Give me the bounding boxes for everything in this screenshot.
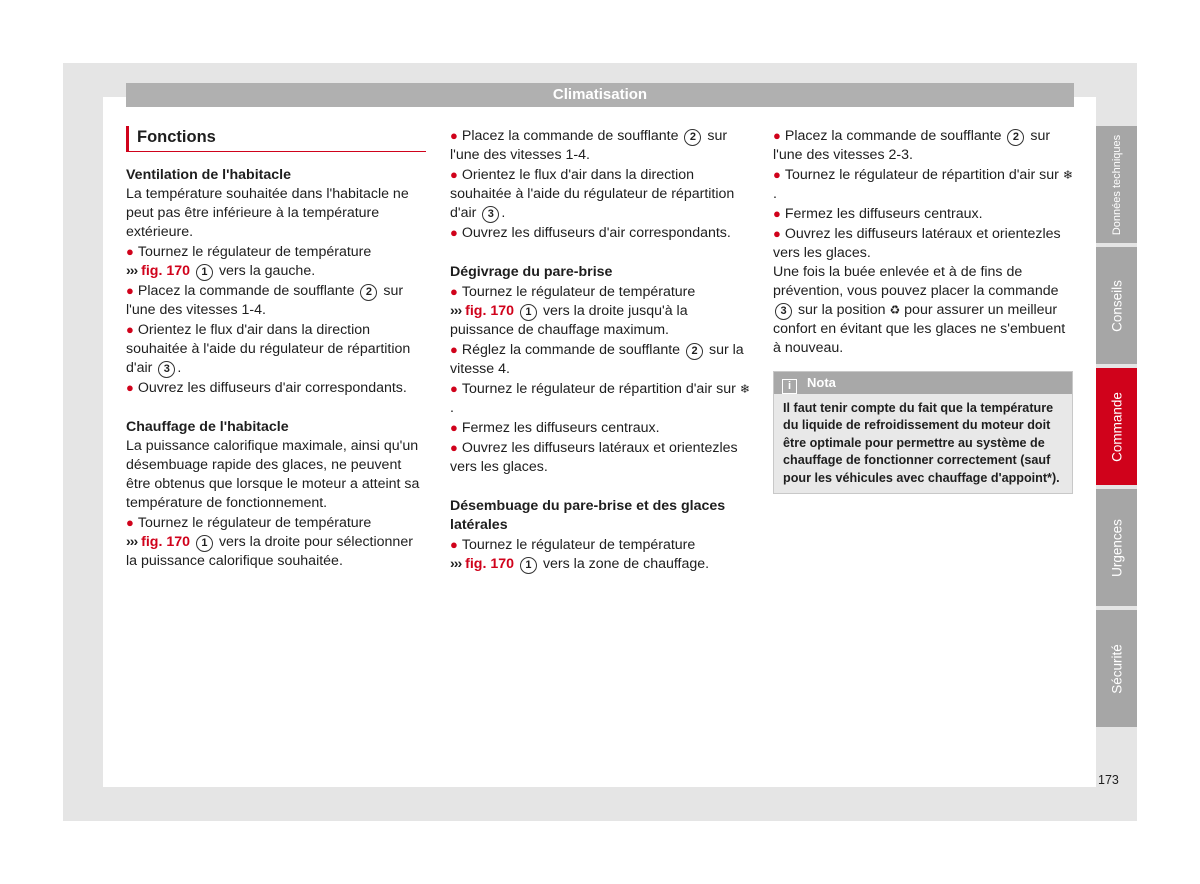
col3-step-2: ● Tournez le régulateur de répartition d'air sur ❄. <box>773 167 1073 202</box>
bullet-icon: ● <box>126 322 134 337</box>
subheading-chauffage: Chauffage de l'habitacle <box>126 419 289 435</box>
ventilation-step-1: ● Tournez le régulateur de température ››› fig. 170 1 vers la gauche. <box>126 244 372 279</box>
note-header: i Nota <box>774 372 1072 394</box>
chauffage-text: La puissance calorifique maximale, ainsi qu'un désembuage rapide des glaces, ne peuvent être obtenus que lorsque le moteur a atteint sa température de fonctionnement. <box>126 438 420 511</box>
bullet-icon: ● <box>126 244 134 259</box>
note-text: Il faut tenir compte du fait que la température du liquide de refroidissement du moteur doit être optimale pour permettre au système de chauffage de fonctionner correctement (sauf pour les véhicules avec chauffage d'appoint*). <box>783 401 1060 485</box>
control-number-badge: 3 <box>158 361 175 378</box>
col2-step-3: ● Ouvrez les diffuseurs d'air correspondants. <box>450 225 731 241</box>
arrow-icon: ››› <box>126 263 138 279</box>
bullet-icon: ● <box>450 128 458 143</box>
bullet-icon: ● <box>773 167 781 182</box>
subheading-ventilation: Ventilation de l'habitacle <box>126 167 291 183</box>
info-icon: i <box>782 379 797 394</box>
ventilation-step-2: ● Placez la commande de soufflante 2 sur l'une des vitesses 1-4. <box>126 283 404 318</box>
bullet-icon: ● <box>773 128 781 143</box>
bullet-icon: ● <box>450 440 458 455</box>
bullet-icon: ● <box>450 420 458 435</box>
tab-donnees-techniques[interactable]: Données techniques <box>1096 126 1137 243</box>
recirculation-icon: ♻ <box>889 303 901 317</box>
control-number-badge: 1 <box>196 264 213 281</box>
tab-commande[interactable]: Commande <box>1096 368 1137 485</box>
figure-link[interactable]: fig. 170 <box>465 556 515 572</box>
note-box <box>773 371 1073 494</box>
section-title: Fonctions <box>126 126 426 152</box>
degivrage-step-4: ● Fermez les diffuseurs centraux. <box>450 420 660 436</box>
col3-step-3: ● Fermez les diffuseurs centraux. <box>773 206 983 222</box>
control-number-badge: 2 <box>1007 129 1024 146</box>
bullet-icon: ● <box>450 167 458 182</box>
chapter-header: Climatisation <box>126 83 1074 107</box>
tab-urgences[interactable]: Urgences <box>1096 489 1137 606</box>
subheading-desembuage: Désembuage du pare-brise et des glaces latérales <box>450 498 726 533</box>
degivrage-step-3: ● Tournez le régulateur de répartition d'air sur ❄. <box>450 381 750 416</box>
degivrage-step-2: ● Réglez la commande de soufflante 2 sur la vitesse 4. <box>450 342 744 377</box>
figure-link[interactable]: fig. 170 <box>141 534 191 550</box>
bullet-icon: ● <box>450 381 458 396</box>
control-number-badge: 1 <box>520 304 537 321</box>
control-number-badge: 2 <box>684 129 701 146</box>
arrow-icon: ››› <box>450 556 462 572</box>
ventilation-text: La température souhaitée dans l'habitacle ne peut pas être inférieure à la température extérieure. <box>126 186 409 240</box>
page-number: 173 <box>1098 773 1119 787</box>
control-number-badge: 2 <box>686 343 703 360</box>
col2-step-2: ● Orientez le flux d'air dans la direction souhaitée à l'aide du régulateur de répartition d'air 3 . <box>450 167 735 221</box>
subheading-degivrage: Dégivrage du pare-brise <box>450 264 613 280</box>
degivrage-step-5: ● Ouvrez les diffuseurs latéraux et orientezles vers les glaces. <box>450 440 738 475</box>
column-2 <box>450 126 750 574</box>
arrow-icon: ››› <box>126 534 138 550</box>
control-number-badge: 1 <box>520 557 537 574</box>
col2-step-1: ● Placez la commande de soufflante 2 sur l'une des vitesses 1-4. <box>450 128 728 163</box>
figure-link[interactable]: fig. 170 <box>465 303 515 319</box>
figure-link[interactable]: fig. 170 <box>141 263 191 279</box>
ventilation-step-4: ● Ouvrez les diffuseurs d'air correspondants. <box>126 380 407 396</box>
bullet-icon: ● <box>450 225 458 240</box>
bullet-icon: ● <box>773 226 781 241</box>
windshield-defrost-icon: ❄ <box>1062 168 1073 182</box>
windshield-defrost-icon: ❄ <box>739 382 750 396</box>
desembuage-step-1: ● Tournez le régulateur de température ››› fig. 170 1 vers la zone de chauffage. <box>450 537 710 572</box>
bullet-icon: ● <box>450 284 458 299</box>
bullet-icon: ● <box>773 206 781 221</box>
control-number-badge: 1 <box>196 535 213 552</box>
bullet-icon: ● <box>450 342 458 357</box>
arrow-icon: ››› <box>450 303 462 319</box>
tab-securite[interactable]: Sécurité <box>1096 610 1137 727</box>
col3-paragraph: Une fois la buée enlevée et à de fins de prévention, vous pouvez placer la commande 3 sur la position ♻ pour assurer un meilleur confort en évitant que les glaces ne s'embuent à nouveau. <box>773 264 1066 356</box>
control-number-badge: 3 <box>482 206 499 223</box>
column-3 <box>773 126 1073 494</box>
bullet-icon: ● <box>126 515 134 530</box>
control-number-badge: 3 <box>775 303 792 320</box>
col3-step-4: ● Ouvrez les diffuseurs latéraux et orientezles vers les glaces. <box>773 226 1061 261</box>
bullet-icon: ● <box>450 537 458 552</box>
degivrage-step-1: ● Tournez le régulateur de température ››› fig. 170 1 vers la droite jusqu'à la puissance de chauffage maximum. <box>450 284 696 338</box>
col3-step-1: ● Placez la commande de soufflante 2 sur l'une des vitesses 2-3. <box>773 128 1051 163</box>
bullet-icon: ● <box>126 380 134 395</box>
bullet-icon: ● <box>126 283 134 298</box>
ventilation-step-3: ● Orientez le flux d'air dans la direction souhaitée à l'aide du régulateur de répartition d'air 3 . <box>126 322 411 376</box>
chauffage-step-1: ● Tournez le régulateur de température ››› fig. 170 1 vers la droite pour sélectionner la puissance calorifique souhaitée. <box>126 515 413 569</box>
tab-conseils[interactable]: Conseils <box>1096 247 1137 364</box>
control-number-badge: 2 <box>360 284 377 301</box>
column-1 <box>126 126 426 571</box>
